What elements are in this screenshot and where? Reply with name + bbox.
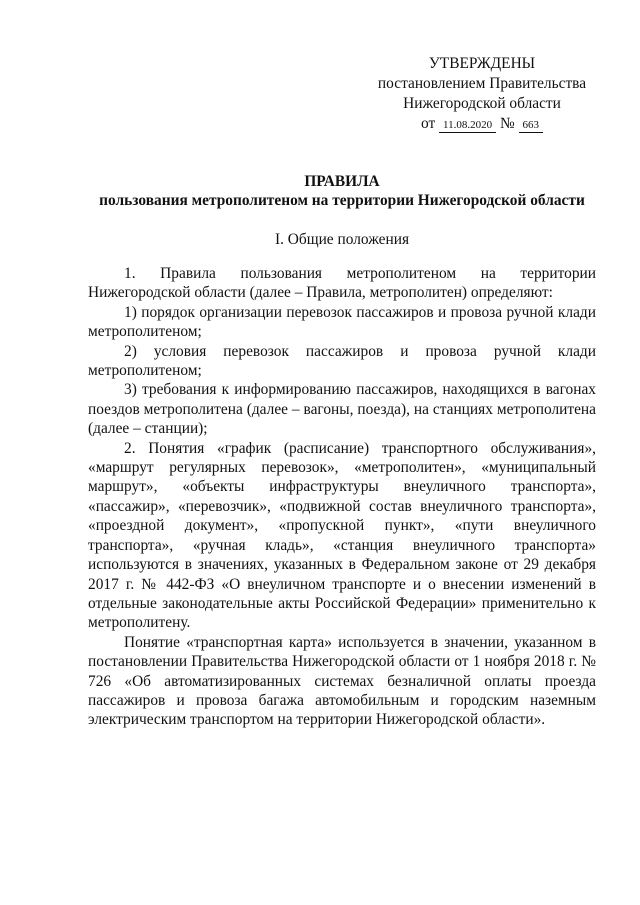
approval-heading: УТВЕРЖДЕНЫ <box>428 55 536 72</box>
number-prefix: № <box>499 115 515 132</box>
approval-stamp <box>372 54 592 134</box>
approval-by: постановлением Правительства <box>377 75 587 92</box>
paragraph: 2) условия перевозок пассажиров и провоза ручной клади метрополитеном; <box>88 342 596 380</box>
document-title <box>88 172 596 211</box>
date-prefix: от <box>420 115 436 132</box>
paragraph: 1) порядок организации перевозок пассажиров и провоза ручной клади метрополитеном; <box>88 303 596 341</box>
section-heading: I. Общие положения <box>274 231 410 248</box>
title-main: ПРАВИЛА <box>304 173 380 190</box>
paragraph: Понятие «транспортная карта» используется в значении, указанном в постановлении Правительства Нижегородской области от 1 ноября 2018 г. № 726 «Об автоматизированных системах безналичной оплаты проезда пассажиров и провоза багажа автомобильным и городским наземным электрическим транспортом на территории Нижегородской области». <box>88 633 596 729</box>
approval-region: Нижегородской области <box>403 95 561 112</box>
approval-date-line <box>372 114 592 134</box>
paragraph: 2. Понятия «график (расписание) транспортного обслуживания», «маршрут регулярных перевозок», «метрополитен», «муниципальный маршрут», «объекты инфраструктуры внеуличного транспорта», «пассажир», «перевозчик», «подвижной состав внеуличного транспорта», «проездной документ», «пропускной пункт», «пути внеуличного транспорта», «ручная кладь», «станция внеуличного транспорта» используются в значениях, указанных в Федеральном законе от 29 декабря 2017 г. № 442-ФЗ «О внеуличном транспорте и о внесении изменений в отдельные законодательные акты Российской Федерации» применительно к метрополитену. <box>88 439 596 632</box>
paragraph: 3) требования к информированию пассажиров, находящихся в вагонах поездов метрополитена (далее – вагоны, поезда), на станциях метрополитена (далее – станции); <box>88 381 596 438</box>
paragraph: 1. Правила пользования метрополитеном на территории Нижегородской области (далее – Правила, метрополитен) определяют: <box>88 265 596 302</box>
document-body <box>88 264 596 730</box>
approval-number: 663 <box>519 118 544 133</box>
approval-date: 11.08.2020 <box>439 118 496 133</box>
title-sub: пользования метрополитеном на территории Нижегородской области <box>99 192 585 210</box>
